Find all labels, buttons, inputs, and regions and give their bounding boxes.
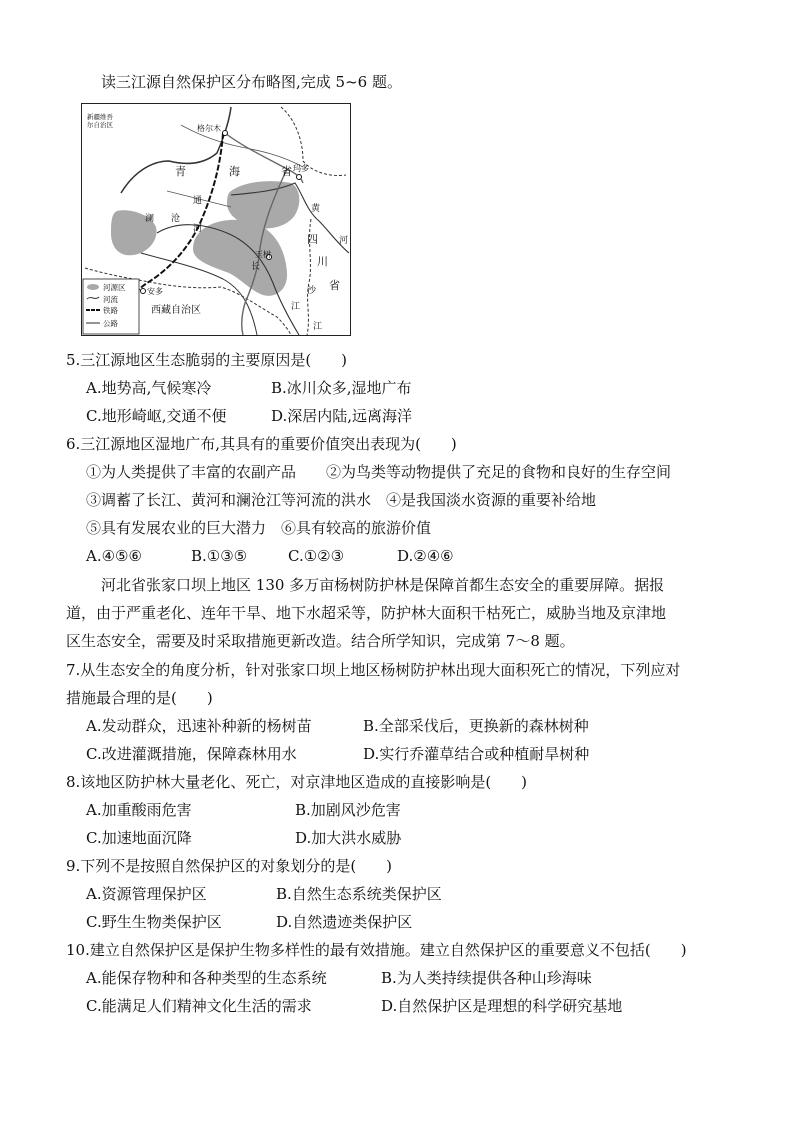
q6-item-line-1: ①为人类提供了丰富的农副产品 ②为鸟类等动物提供了充足的食物和良好的生存空间	[86, 463, 672, 481]
q6-item-line-3: ⑤具有发展农业的巨大潜力 ⑥具有较高的旅游价值	[86, 519, 432, 537]
map-label-huang: 黄	[311, 204, 321, 214]
q9-option-b[interactable]: B.自然生态系统类保护区	[276, 885, 442, 903]
map-label-cang: 沧	[171, 214, 181, 224]
map-label-jiang-1: 江	[291, 302, 301, 312]
map-label-jiang-2: 江	[313, 322, 323, 332]
q10-stem: 10.建立自然保护区是保护生物多样性的最有效措施。建立自然保护区的重要意义不包括( )	[66, 941, 687, 959]
map-label-xizang: 西藏自治区	[151, 305, 201, 316]
q7-option-c[interactable]: C.改进灌溉措施，保障森林用水	[86, 745, 297, 763]
q10-option-c[interactable]: C.能满足人们精神文化生活的需求	[86, 997, 312, 1015]
passage-line-3: 区生态安全，需要及时采取措施更新改造。结合所学知识，完成第 7～8 题。	[66, 632, 575, 650]
map-label-lan: 澜	[145, 214, 155, 224]
passage-line-2: 道，由于严重老化、连年干旱、地下水超采等，防护林大面积干枯死亡，威胁当地及京津地	[66, 604, 667, 622]
map-label-qinghai-2: 海	[229, 165, 240, 178]
intro-text: 读三江源自然保护区分布略图,完成 5~6 题。	[101, 73, 402, 91]
q9-stem: 9.下列不是按照自然保护区的对象划分的是( )	[66, 857, 393, 875]
q7-stem-line-2: 措施最合理的是( )	[66, 689, 213, 707]
q10-option-b[interactable]: B.为人类持续提供各种山珍海味	[381, 969, 592, 987]
map-label-qinghai-1: 青	[175, 165, 186, 178]
q9-option-a[interactable]: A.资源管理保护区	[86, 885, 207, 903]
map-label-tong: 通	[193, 196, 203, 206]
q9-option-d[interactable]: D.自然遗迹类保护区	[276, 913, 413, 931]
q8-option-b[interactable]: B.加剧风沙危害	[295, 801, 401, 819]
q10-option-d[interactable]: D.自然保护区是理想的科学研究基地	[381, 997, 623, 1015]
map-label-anduo: 安多	[147, 287, 163, 296]
map-label-qinghai-3: 省	[281, 165, 292, 178]
q10-option-a[interactable]: A.能保存物种和各种类型的生态系统	[86, 969, 327, 987]
map-label-xinjiang-1: 新疆维吾	[87, 113, 113, 121]
q9-option-c[interactable]: C.野生生物类保护区	[86, 913, 222, 931]
q6-item-line-2: ③调蓄了长江、黄河和澜沧江等河流的洪水 ④是我国淡水资源的重要补给地	[86, 491, 597, 509]
q7-option-b[interactable]: B.全部采伐后，更换新的森林树种	[363, 717, 589, 735]
q7-option-d[interactable]: D.实行乔灌草结合或种植耐旱树种	[363, 745, 590, 763]
q6-option-b[interactable]: B.①③⑤	[191, 547, 248, 565]
legend-railway: 铁路	[103, 306, 118, 315]
map-label-sichuan-3: 省	[329, 279, 340, 292]
map-label-sichuan-2: 川	[317, 255, 328, 268]
map-label-sha: 沙	[307, 286, 317, 296]
map-label-chang: 长	[251, 262, 261, 272]
q5-option-b[interactable]: B.冰川众多,湿地广布	[271, 379, 412, 397]
q5-option-a[interactable]: A.地势高,气候寒冷	[86, 379, 212, 397]
map-label-maduo: 玛多	[293, 164, 309, 173]
q6-stem: 6.三江源地区湿地广布,其具有的重要价值突出表现为( )	[66, 435, 457, 453]
legend-river: 河流	[103, 295, 118, 304]
map-label-yushu: 玉树	[255, 250, 271, 259]
q8-option-c[interactable]: C.加速地面沉降	[86, 829, 192, 847]
passage-line-1: 河北省张家口坝上地区 130 多万亩杨树防护林是保障首都生态安全的重要屏障。据报	[101, 576, 665, 594]
q6-option-c[interactable]: C.①②③	[288, 547, 345, 565]
map-label-he-1: 河	[193, 224, 203, 234]
map-label-sichuan-1: 四	[307, 233, 318, 246]
map-legend	[83, 279, 139, 334]
q8-stem: 8.该地区防护林大量老化、死亡，对京津地区造成的直接影响是( )	[66, 773, 528, 791]
map-label-xinjiang-2: 尔自治区	[87, 121, 113, 129]
q5-option-c[interactable]: C.地形崎岖,交通不便	[86, 407, 227, 425]
q8-option-d[interactable]: D.加大洪水威胁	[295, 829, 402, 847]
legend-source-region: 河源区	[103, 283, 126, 292]
q6-option-a[interactable]: A.④⑤⑥	[86, 547, 142, 565]
map-label-he-2: 河	[339, 236, 349, 246]
q8-option-a[interactable]: A.加重酸雨危害	[86, 801, 192, 819]
q7-option-a[interactable]: A.发动群众，迅速补种新的杨树苗	[86, 717, 312, 735]
q6-option-d[interactable]: D.②④⑥	[397, 547, 454, 565]
q7-stem-line-1: 7.从生态安全的角度分析，针对张家口坝上地区杨树防护林出现大面积死亡的情况，下列应对	[66, 661, 681, 679]
q5-option-d[interactable]: D.深居内陆,远离海洋	[271, 407, 413, 425]
sanjiangyuan-map	[81, 103, 351, 336]
legend-road: 公路	[103, 319, 118, 328]
map-label-geermu: 格尔木	[197, 124, 221, 133]
q5-stem: 5.三江源地区生态脆弱的主要原因是( )	[66, 351, 348, 369]
